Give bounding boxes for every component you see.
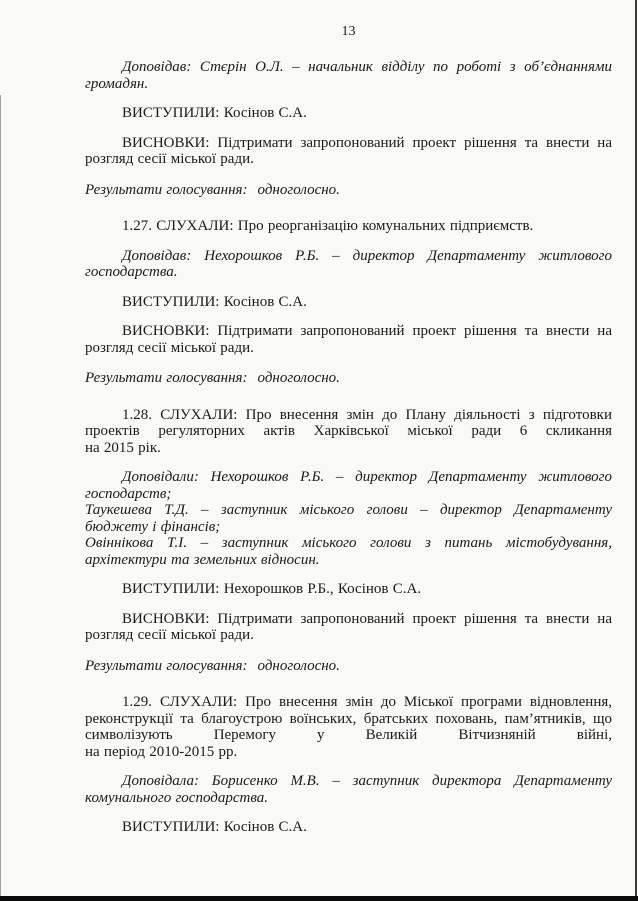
speakers-paragraph: ВИСТУПИЛИ: Косінов С.А.	[122, 293, 307, 310]
heading-lead: 1.29. СЛУХАЛИ: Про внесення змін до Міської програми відновлення, реконструкції та благоустрою воїнських, братських поховань, пам’ятників, що символізують Перемогу у Великій Вітчизняній війні,	[85, 694, 612, 743]
voting-label: Результати голосування:	[85, 181, 248, 198]
voting-result-line	[85, 370, 612, 387]
reporter-paragraph: Овіннікова Т.І. – заступник міського голови з питань містобудування, архітектури та земельних відносин.	[85, 535, 612, 568]
voting-result-line	[85, 182, 612, 199]
agenda-item-heading	[85, 407, 612, 457]
speakers-paragraph: ВИСТУПИЛИ: Косінов С.А.	[122, 105, 307, 121]
scan-edge-bottom	[0, 896, 638, 901]
voting-value: одноголосно.	[257, 370, 340, 386]
voting-label: Результати голосування:	[85, 370, 248, 386]
reporter-paragraph: Доповідав: Нехорошков Р.Б. – директор Департаменту житлового господарства.	[85, 247, 612, 280]
heading-tail: на 2015 рік.	[85, 439, 161, 456]
reporters-block	[85, 469, 612, 568]
reporter-paragraph: Доповідали: Нехорошков Р.Б. – директор Департаменту житлового господарств;	[85, 469, 612, 502]
conclusions-paragraph: ВИСНОВКИ: Підтримати запропонований проект рішення та внести на розгляд сесії міської ради.	[85, 323, 612, 356]
voting-label: Результати голосування:	[85, 657, 248, 674]
conclusions-paragraph: ВИСНОВКИ: Підтримати запропонований проект рішення та внести на розгляд сесії міської ради.	[85, 610, 612, 643]
reporter-paragraph: Доповідав: Стєрін О.Л. – начальник відділу по роботі з об’єднаннями громадян.	[85, 59, 612, 92]
agenda-item-heading	[85, 694, 612, 760]
agenda-item-heading: 1.27. СЛУХАЛИ: Про реорганізацію комунальних підприємств.	[122, 218, 534, 234]
voting-value: одноголосно.	[257, 181, 340, 198]
voting-result-line	[85, 658, 612, 675]
voting-value: одноголосно.	[257, 657, 340, 674]
scan-edge-left	[0, 95, 1, 901]
reporter-paragraph: Доповідала: Борисенко М.В. – заступник директора Департаменту комунального господарства.	[85, 773, 612, 806]
speakers-paragraph: ВИСТУПИЛИ: Нехорошков Р.Б., Косінов С.А.	[122, 581, 422, 597]
conclusions-paragraph: ВИСНОВКИ: Підтримати запропонований проект рішення та внести на розгляд сесії міської ради.	[85, 134, 612, 167]
speakers-paragraph: ВИСТУПИЛИ: Косінов С.А.	[122, 819, 307, 835]
heading-tail: на період 2010-2015 рр.	[85, 743, 238, 760]
page-number: 13	[341, 24, 356, 39]
document-content	[85, 24, 612, 836]
heading-lead: 1.28. СЛУХАЛИ: Про внесення змін до Плану діяльності з підготовки проектів регуляторних актів Харківської міської ради 6 скликання	[85, 406, 612, 439]
reporter-paragraph: Таукешева Т.Д. – заступник міського голови – директор Департаменту бюджету і фінансів;	[85, 502, 612, 535]
scan-edge-right	[635, 0, 637, 901]
